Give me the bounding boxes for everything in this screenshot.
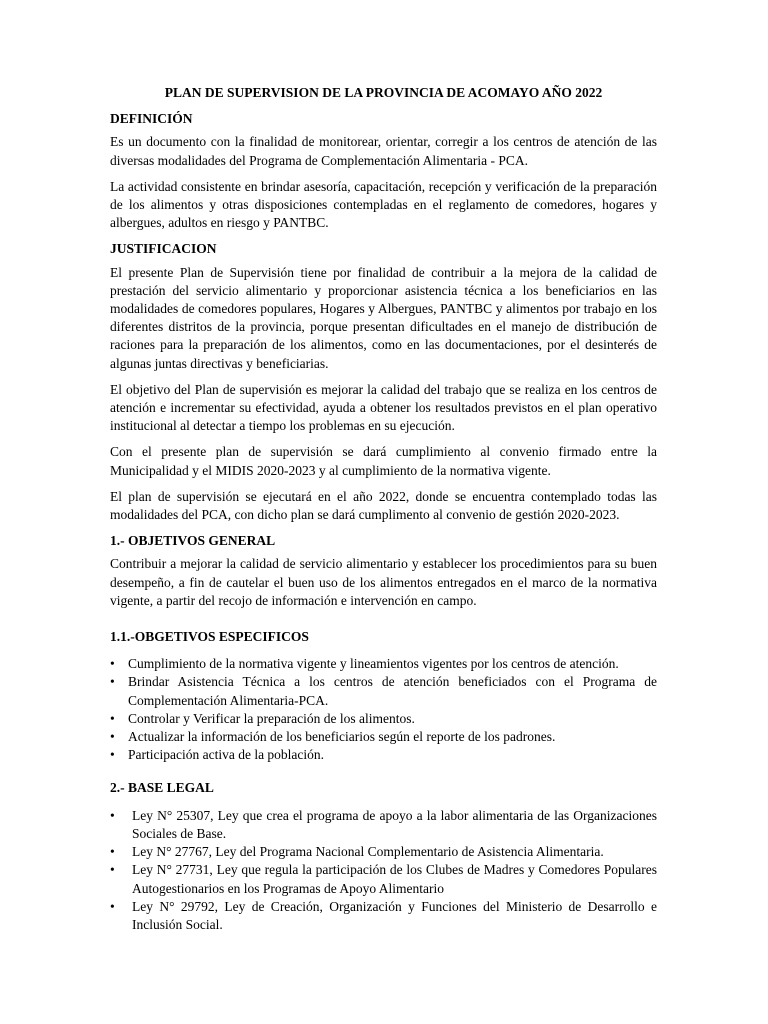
list-item	[110, 898, 657, 934]
list-item-text: Cumplimiento de la normativa vigente y lineamientos vigentes por los centros de atención.	[128, 656, 619, 672]
list-item	[110, 655, 657, 673]
list-item	[110, 746, 657, 764]
section-justificacion	[110, 240, 657, 524]
list-item-text: Brindar Asistencia Técnica a los centros de atención beneficiados con el Programa de Complementación Alimentaria-PCA.	[128, 674, 657, 708]
base-legal-heading: 2.- BASE LEGAL	[110, 779, 214, 795]
justificacion-heading: JUSTIFICACION	[110, 241, 217, 257]
list-item	[110, 673, 657, 709]
justificacion-paragraph: El plan de supervisión se ejecutará en el año 2022, donde se encuentra contemplado todas las modalidades del PCA, con dicho plan se dará cumplimento al convenio de gestión 2020-2023.	[110, 488, 657, 523]
bullet-icon: •	[110, 844, 115, 860]
list-item-text: Ley N° 27731, Ley que regula la participación de los Clubes de Madres y Comedores Populares Autogestionarios en los Programas de Apoyo Alimentario	[132, 862, 657, 896]
definicion-paragraph: Es un documento con la finalidad de monitorear, orientar, corregir a los centros de atención de las diversas modalidades del Programa de Complementación Alimentaria - PCA.	[110, 134, 657, 168]
objetivos-especificos-list	[110, 655, 657, 764]
bullet-icon: •	[110, 898, 115, 914]
document-page	[110, 84, 657, 934]
list-item	[110, 843, 657, 861]
list-item-text: Ley N° 27767, Ley del Programa Nacional Complementario de Asistencia Alimentaria.	[132, 844, 604, 860]
section-objetivos-general	[110, 532, 657, 610]
justificacion-paragraph: El objetivo del Plan de supervisión es mejorar la calidad del trabajo que se realiza en los centros de atención e incrementar su efectividad, ayuda a obtener los resultados previstos en el plan operativo institucional al detectar a tiempo los problemas en su ejecución.	[110, 381, 657, 434]
bullet-icon: •	[110, 710, 115, 726]
list-item-text: Participación activa de la población.	[128, 747, 325, 763]
objetivos-especificos-heading: 1.1.-OBGETIVOS ESPECIFICOS	[110, 629, 309, 645]
definicion-paragraph: La actividad consistente en brindar asesoría, capacitación, recepción y verificación de la preparación de los alimentos y otras disposiciones contempladas en el reglamento de comedores, hogares y albergues, adultos en riesgo y PANTBC.	[110, 178, 657, 231]
objetivos-general-heading: 1.- OBJETIVOS GENERAL	[110, 533, 276, 549]
list-item	[110, 710, 657, 728]
bullet-icon: •	[110, 729, 115, 745]
bullet-icon: •	[110, 674, 115, 690]
bullet-icon: •	[110, 747, 115, 763]
bullet-icon: •	[110, 656, 115, 672]
list-item-text: Ley N° 25307, Ley que crea el programa de apoyo a la labor alimentaria de las Organizaciones Sociales de Base.	[132, 807, 657, 841]
objetivos-general-paragraph: Contribuir a mejorar la calidad de servicio alimentario y establecer los procedimientos para su buen desempeño, a fin de cautelar el buen uso de los alimentos entregados en el marco de la normativa vigente, a partir del recojo de información e intervención en campo.	[110, 556, 657, 608]
list-item	[110, 861, 657, 897]
list-item	[110, 807, 657, 843]
list-item-text: Ley N° 29792, Ley de Creación, Organización y Funciones del Ministerio de Desarrollo e Inclusión Social.	[132, 898, 657, 932]
section-objetivos-especificos	[110, 628, 657, 764]
bullet-icon: •	[110, 807, 115, 823]
section-base-legal	[110, 779, 657, 935]
bullet-icon: •	[110, 862, 115, 878]
list-item-text: Actualizar la información de los beneficiarios según el reporte de los padrones.	[128, 729, 556, 745]
document-title: PLAN DE SUPERVISION DE LA PROVINCIA DE ACOMAYO AÑO 2022	[164, 85, 603, 100]
justificacion-paragraph: Con el presente plan de supervisión se dará cumplimiento al convenio firmado entre la Municipalidad y el MIDIS 2020-2023 y al cumplimiento de la normativa vigente.	[110, 444, 657, 478]
list-item-text: Controlar y Verificar la preparación de los alimentos.	[128, 710, 415, 726]
justificacion-paragraph: El presente Plan de Supervisión tiene por finalidad de contribuir a la mejora de la calidad de prestación del servicio alimentario y proporcionar asistencia técnica a los beneficiarios en las modalidades de comedores populares, Hogares y Albergues, PANTBC y alimentos por trabajo en los diferentes distritos de la provincia, porque presentan dificultades en el manejo de distribución de raciones para la preparación de los alimentos, como en las documentaciones, por el desinterés de algunas juntas directivas y beneficiarias.	[110, 264, 657, 371]
list-item	[110, 728, 657, 746]
section-definicion	[110, 110, 657, 232]
base-legal-list	[110, 807, 657, 934]
definicion-heading: DEFINICIÓN	[110, 111, 193, 127]
